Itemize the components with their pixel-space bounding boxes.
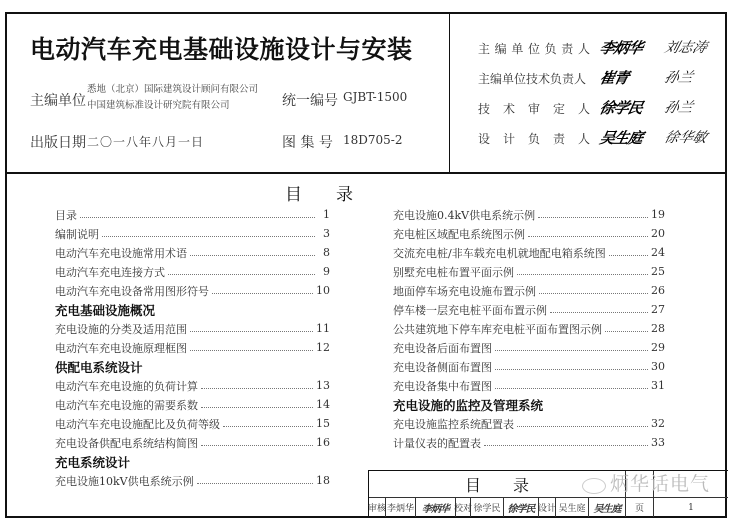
toc-entry-page: 10 xyxy=(316,284,330,297)
atlas-number-label: 图 集 号 xyxy=(282,135,333,151)
toc-entry-title: 公共建筑地下停车库充电桩平面布置图示例 xyxy=(393,322,602,336)
toc-entry xyxy=(55,395,330,414)
signature: 徐华敏 xyxy=(662,130,709,146)
checker-signature: 徐学民 xyxy=(504,498,539,517)
toc-entry-title: 停车楼一层充电桩平面布置示例 xyxy=(393,303,547,317)
toc-entry xyxy=(393,300,665,319)
toc-entry xyxy=(393,376,665,395)
role-text: 术 xyxy=(502,102,515,116)
toc-entry-page: 31 xyxy=(651,379,665,392)
toc-entry-page: 33 xyxy=(651,436,665,449)
toc-entry-title: 充电设备集中布置图 xyxy=(393,379,492,393)
responsible-role xyxy=(478,100,590,117)
leader-dots xyxy=(495,350,648,351)
toc-entry xyxy=(55,338,330,357)
leader-dots xyxy=(102,236,315,237)
signature: 崔青 xyxy=(597,69,630,87)
toc-entry xyxy=(55,376,330,395)
toc-entry xyxy=(55,433,330,452)
signature: 徐学民 xyxy=(597,99,644,117)
design-label: 设计 xyxy=(539,498,556,517)
page-label: 页 xyxy=(626,498,654,517)
toc-entry-page: 13 xyxy=(316,379,330,392)
toc-entry-page: 32 xyxy=(651,417,665,430)
designer-signature: 吴生庭 xyxy=(589,498,626,517)
role-text: 定 xyxy=(552,102,565,116)
toc-entry xyxy=(55,262,330,281)
unified-number-label: 统一编号 xyxy=(282,93,338,109)
editor-units xyxy=(87,82,258,114)
leader-dots xyxy=(201,445,313,446)
toc-entry-page: 29 xyxy=(651,341,665,354)
leader-dots xyxy=(190,255,315,256)
toc-entry-page: 1 xyxy=(323,208,330,221)
role-text: 主 xyxy=(478,42,491,56)
toc-entry xyxy=(393,414,665,433)
toc-entry-title: 充电设备侧面布置图 xyxy=(393,360,492,374)
toc-left-column xyxy=(55,205,330,490)
toc-entry xyxy=(393,319,665,338)
review-label: 审核 xyxy=(369,498,386,517)
leader-dots xyxy=(190,350,313,351)
toc-entry-title: 别墅充电桩布置平面示例 xyxy=(393,265,514,279)
role-text: 编 xyxy=(494,42,507,56)
reviewer-signature: 李炳华 xyxy=(416,498,456,517)
toc-entry-title: 充电设施监控系统配置表 xyxy=(393,417,514,431)
toc-entry-page: 12 xyxy=(316,341,330,354)
toc-entry-page: 25 xyxy=(651,265,665,278)
toc-entry-title: 电动汽车充电设施配比及负荷等级 xyxy=(55,417,220,431)
toc-entry-page: 8 xyxy=(323,246,330,259)
toc-entry-page: 26 xyxy=(651,284,665,297)
publish-date-label: 出版日期 xyxy=(30,135,86,151)
role-text: 人 xyxy=(577,42,590,56)
leader-dots xyxy=(484,445,648,446)
toc-entry-title: 充电设施0.4kV供电系统示例 xyxy=(393,208,536,222)
toc-entry-page: 19 xyxy=(651,208,665,221)
atlas-title: 电动汽车充电基础设施设计与安装 xyxy=(30,35,413,64)
toc-entry-page: 14 xyxy=(316,398,330,411)
leader-dots xyxy=(201,388,313,389)
leader-dots xyxy=(539,293,648,294)
atlas-number: 18D705-2 xyxy=(343,133,403,147)
responsible-role xyxy=(478,130,590,147)
toc-section-heading: 充电基础设施概况 xyxy=(55,302,156,318)
title-block-name: 目 录 xyxy=(369,471,626,498)
leader-dots xyxy=(168,274,315,275)
signature: 刘志涛 xyxy=(662,40,709,56)
toc-entry-title: 交流充电桩/非车载充电机就地配电箱系统图 xyxy=(393,246,606,260)
toc-entry xyxy=(55,243,330,262)
toc-entry-title: 电动汽车充电连接方式 xyxy=(55,265,165,279)
role-text: 单 xyxy=(511,42,524,56)
role-text: 负 xyxy=(527,132,540,146)
role-text: 责 xyxy=(561,42,574,56)
toc-entry xyxy=(393,338,665,357)
header-vertical-divider xyxy=(449,12,450,172)
leader-dots xyxy=(223,426,313,427)
toc-section-heading: 充电系统设计 xyxy=(55,454,131,470)
leader-dots xyxy=(201,407,313,408)
toc-entry xyxy=(393,243,665,262)
leader-dots xyxy=(212,293,313,294)
responsible-role xyxy=(478,40,590,57)
role-text: 审 xyxy=(527,102,540,116)
toc-entry xyxy=(393,357,665,376)
toc-entry-page: 28 xyxy=(651,322,665,335)
toc-entry-title: 充电设施的分类及适用范围 xyxy=(55,322,187,336)
toc-entry-title: 电动汽车充电设施常用术语 xyxy=(55,246,187,260)
role-text: 负 xyxy=(544,42,557,56)
role-text: 位 xyxy=(527,42,540,56)
leader-dots xyxy=(605,331,648,332)
editor-unit-2: 中国建筑标准设计研究院有限公司 xyxy=(87,100,230,111)
signature: 吴生庭 xyxy=(597,129,644,147)
toc-entry-title: 电动汽车充电设施的需要系数 xyxy=(55,398,198,412)
leader-dots xyxy=(528,236,648,237)
publish-date: 二〇一八年八月一日 xyxy=(87,135,205,149)
toc-entry xyxy=(55,205,330,224)
toc-section-heading: 充电设施的监控及管理系统 xyxy=(393,397,544,413)
signature: 孙兰 xyxy=(662,70,695,86)
role-text: 技 xyxy=(478,102,491,116)
toc-entry-title: 目录 xyxy=(55,208,77,222)
header-divider xyxy=(5,172,727,174)
leader-dots xyxy=(517,274,648,275)
designer: 吴生庭 xyxy=(556,498,589,517)
responsible-role xyxy=(478,70,590,87)
role-text: 主编单位技术负责人 xyxy=(478,72,587,86)
editor-unit-label: 主编单位 xyxy=(30,93,86,109)
check-label: 校对 xyxy=(456,498,471,517)
toc-entry-page: 16 xyxy=(316,436,330,449)
wechat-icon xyxy=(582,478,606,494)
toc-entry-page: 11 xyxy=(316,322,330,335)
checker: 徐学民 xyxy=(471,498,504,517)
role-text: 人 xyxy=(577,102,590,116)
toc-entry-title: 计量仪表的配置表 xyxy=(393,436,481,450)
leader-dots xyxy=(495,369,648,370)
toc-entry-title: 充电设备供配电系统结构简图 xyxy=(55,436,198,450)
toc-entry-page: 9 xyxy=(323,265,330,278)
role-text: 责 xyxy=(552,132,565,146)
toc-entry-title: 充电设施10kV供电系统示例 xyxy=(55,474,194,488)
signature: 李炳华 xyxy=(597,39,644,57)
leader-dots xyxy=(609,255,648,256)
toc-entry-title: 充电设备后面布置图 xyxy=(393,341,492,355)
reviewer: 李炳华 xyxy=(386,498,416,517)
toc-entry xyxy=(55,224,330,243)
toc-entry-page: 27 xyxy=(651,303,665,316)
toc-entry-title: 电动汽车充电设施的负荷计算 xyxy=(55,379,198,393)
toc-entry-title: 电动汽车充电设备常用图形符号 xyxy=(55,284,209,298)
unified-number: GJBT-1500 xyxy=(343,90,408,104)
toc-entry xyxy=(393,262,665,281)
leader-dots xyxy=(495,388,648,389)
toc-entry-page: 24 xyxy=(651,246,665,259)
editor-unit-1: 悉地（北京）国际建筑设计顾问有限公司 xyxy=(87,84,259,95)
leader-dots xyxy=(538,217,648,218)
toc-entry-title: 地面停车场充电设施布置示例 xyxy=(393,284,536,298)
toc-entry-page: 20 xyxy=(651,227,665,240)
leader-dots xyxy=(80,217,315,218)
toc-entry-page: 18 xyxy=(316,474,330,487)
signature: 孙兰 xyxy=(662,100,695,116)
toc-entry xyxy=(55,319,330,338)
toc-entry-title: 编制说明 xyxy=(55,227,99,241)
toc-entry xyxy=(55,471,330,490)
toc-entry xyxy=(55,414,330,433)
toc-section-heading: 供配电系统设计 xyxy=(55,359,143,375)
toc-entry-page: 15 xyxy=(316,417,330,430)
toc-right-column xyxy=(393,205,665,452)
toc-entry xyxy=(393,281,665,300)
toc-entry-page: 3 xyxy=(323,227,330,240)
toc-entry xyxy=(55,281,330,300)
page-number: 1 xyxy=(688,502,694,513)
toc-entry-page: 30 xyxy=(651,360,665,373)
leader-dots xyxy=(197,483,313,484)
toc-entry-title: 充电桩区域配电系统图示例 xyxy=(393,227,525,241)
toc-title: 目 录 xyxy=(285,185,353,205)
toc-entry xyxy=(393,433,665,452)
role-text: 设 xyxy=(478,132,491,146)
watermark: 炳华话电气 xyxy=(610,473,711,495)
leader-dots xyxy=(190,331,313,332)
role-text: 人 xyxy=(577,132,590,146)
role-text: 计 xyxy=(502,132,515,146)
toc-entry xyxy=(393,205,665,224)
toc-entry xyxy=(393,224,665,243)
toc-entry-title: 电动汽车充电设施原理框图 xyxy=(55,341,187,355)
leader-dots xyxy=(517,426,648,427)
leader-dots xyxy=(550,312,648,313)
